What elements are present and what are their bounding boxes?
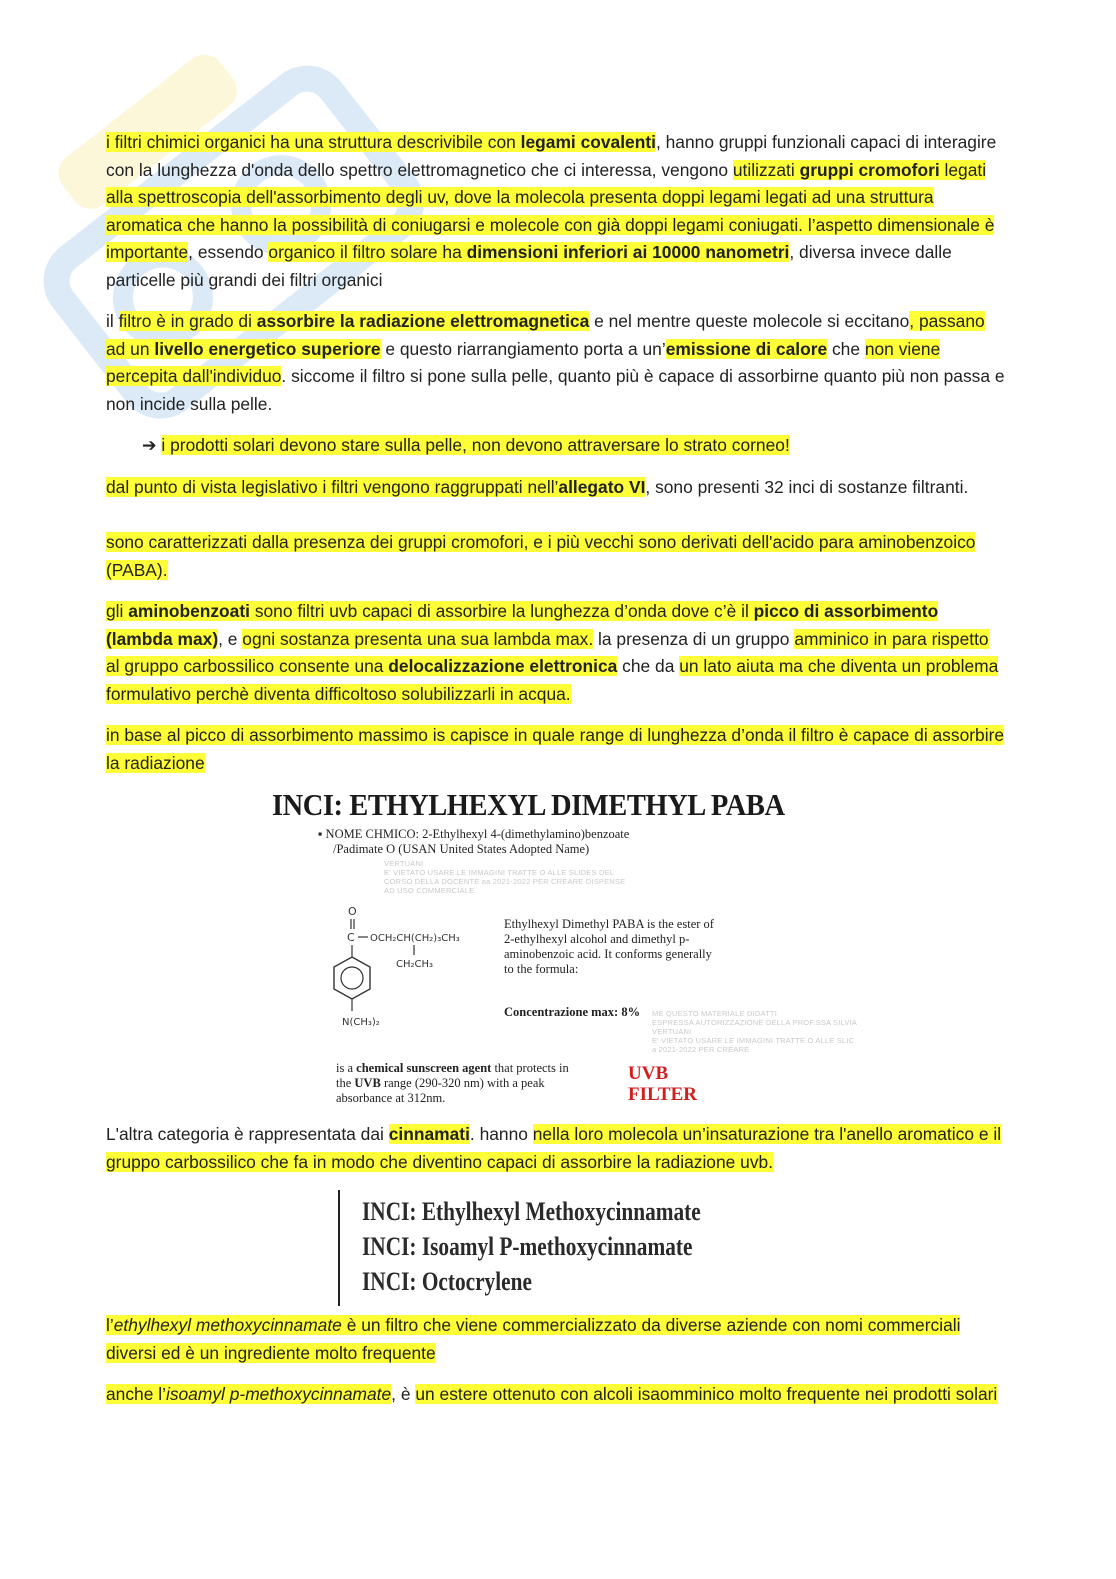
cinnamati-inci-list (362, 1194, 701, 1299)
formula-ester-chain: OCH₂CH(CH₂)₃CH₃ (370, 933, 460, 944)
paragraph-paba: sono caratterizzati dalla presenza dei gruppi cromofori, e i più vecchi sono derivati dell'acido para aminobenzoico (PABA). (106, 532, 976, 580)
figure1-title: INCI: ETHYLHEXYL DIMETHYL PABA (272, 787, 785, 822)
formula-oxygen: O (348, 905, 357, 918)
arrow-note: ➔ i prodotti solari devono stare sulla pelle, non devono attraversare lo strato corneo! (142, 435, 790, 455)
document-body (106, 129, 1006, 1423)
paragraph-filtri-chimici: i filtri chimici organici ha una struttura descrivibile con legami covalenti, hanno gruppi funzionali capaci di interagire con la lunghezza d'onda dello spettro elettromagnetico che ci interessa, vengono utilizzati gruppi cromofori legati alla spettroscopia dell'assorbimento degli uv, dove la molecola presenta doppi legami legati ad una struttura aromatica che hanno la possibilità di coniugarsi e molecole con già doppi legami coniugati. l’aspetto dimensionale è importante, essendo organico il filtro solare ha dimensioni inferiori ai 10000 nanometri, diversa invece dalle particelle più grandi dei filtri organici (106, 132, 997, 290)
figure1-copyright-note: VERTUANI E' VIETATO USARE LE IMMAGINI TRATTE O ALLE SLIDES DEL CORSO DELLA DOCENTE aa 2021-2022 PER CREARE DISPENSE AD USO COMMERCIALE (384, 859, 626, 895)
inci-isoamyl-p-methoxycinnamate: INCI: Isoamyl P-methoxycinnamate (362, 1232, 693, 1261)
figure-ethylhexyl-dimethyl-paba (272, 787, 858, 1109)
formula-ethyl: CH₂CH₃ (396, 959, 434, 970)
spacer (106, 515, 1006, 529)
benzene-ring (334, 957, 370, 999)
paragraph-aminobenzoati: gli aminobenzoati sono filtri uvb capaci di assorbire la lunghezza d’onda dove c’è il picco di assorbimento (lambda max), e ogni sostanza presenta una sua lambda max. la presenza di un gruppo amminico in para rispetto al gruppo carbossilico consente una delocalizzazione elettronica che da un lato aiuta ma che diventa un problema formulativo perchè diventa difficoltoso solubilizzarli in acqua. (106, 601, 999, 704)
paragraph-cinnamati: L'altra categoria è rappresentata dai cinnamati. hanno nella loro molecola un’insaturazione tra l'anello aromatico e il gruppo carbossilico che fa in modo che diventino capaci di assorbire la radiazione uvb. (106, 1124, 1002, 1172)
paragraph-ethylhexyl: l’ethylhexyl methoxycinnamate è un filtro che viene commercializzato da diverse aziende con nomi commerciali diversi ed è un ingrediente molto frequente (106, 1315, 961, 1363)
figure1-nome-chimico: ▪ NOME CHMICO: 2-Ethylhexyl 4-(dimethylamino)benzoate /Padimate O (USAN United States Adopted Name) (318, 827, 630, 856)
arrow-icon: ➔ (142, 435, 157, 455)
figure1-uvb-description: is a chemical sunscreen agent that protects in the UVB range (290-320 nm) with a peak absorbance at 312nm. (336, 1061, 569, 1105)
inci-ethylhexyl-methoxycinnamate: INCI: Ethylhexyl Methoxycinnamate (362, 1197, 701, 1226)
figure1-copyright-note-2: ME QUESTO MATERIALE DIDATTI ESPRESSA AUTORIZZAZIONE DELLA PROF.SSA SILVIA VERTUANI E' VIETATO USARE LE IMMAGINI TRATTE O ALLE SLIC a 2021-2022 PER CREARE (652, 1009, 858, 1054)
paragraph-isoamyl: anche l’isoamyl p-methoxycinnamate, è un estere ottenuto con alcoli isaomminico molto frequente nei prodotti solari (106, 1384, 998, 1404)
inci-octocrylene: INCI: Octocrylene (362, 1267, 532, 1296)
structural-formula (328, 903, 528, 1053)
paragraph-legislativo: dal punto di vista legislativo i filtri vengono raggruppati nell’allegato VI, sono presenti 32 inci di sostanze filtranti. (106, 476, 969, 497)
uvb-filter-label: UVB FILTER (628, 1063, 697, 1105)
paragraph-assorbimento: il filtro è in grado di assorbire la radiazione elettromagnetica e nel mentre queste molecole si eccitano, passano ad un livello energetico superiore e questo riarrangiamento porta a un’emissione di calore che non viene percepita dall'individuo. siccome il filtro si pone sulla pelle, quanto più è capace di assorbirne quanto più non passa e non incide sulla pelle. (106, 311, 1005, 414)
figure-cinnamati-list (338, 1190, 740, 1306)
paragraph-picco: in base al picco di assorbimento massimo is capisce in quale range di lunghezza d’onda il filtro è capace di assorbire la radiazione (106, 725, 1005, 773)
figure1-concentrazione: Concentrazione max: 8% (504, 1005, 641, 1019)
formula-amine: N(CH₃)₂ (342, 1017, 380, 1028)
formula-carbon: C (347, 931, 355, 944)
figure1-description: Ethylhexyl Dimethyl PABA is the ester of 2-ethylhexyl alcohol and dimethyl p- aminobenzoic acid. It conforms generally to the formula: (504, 917, 714, 976)
